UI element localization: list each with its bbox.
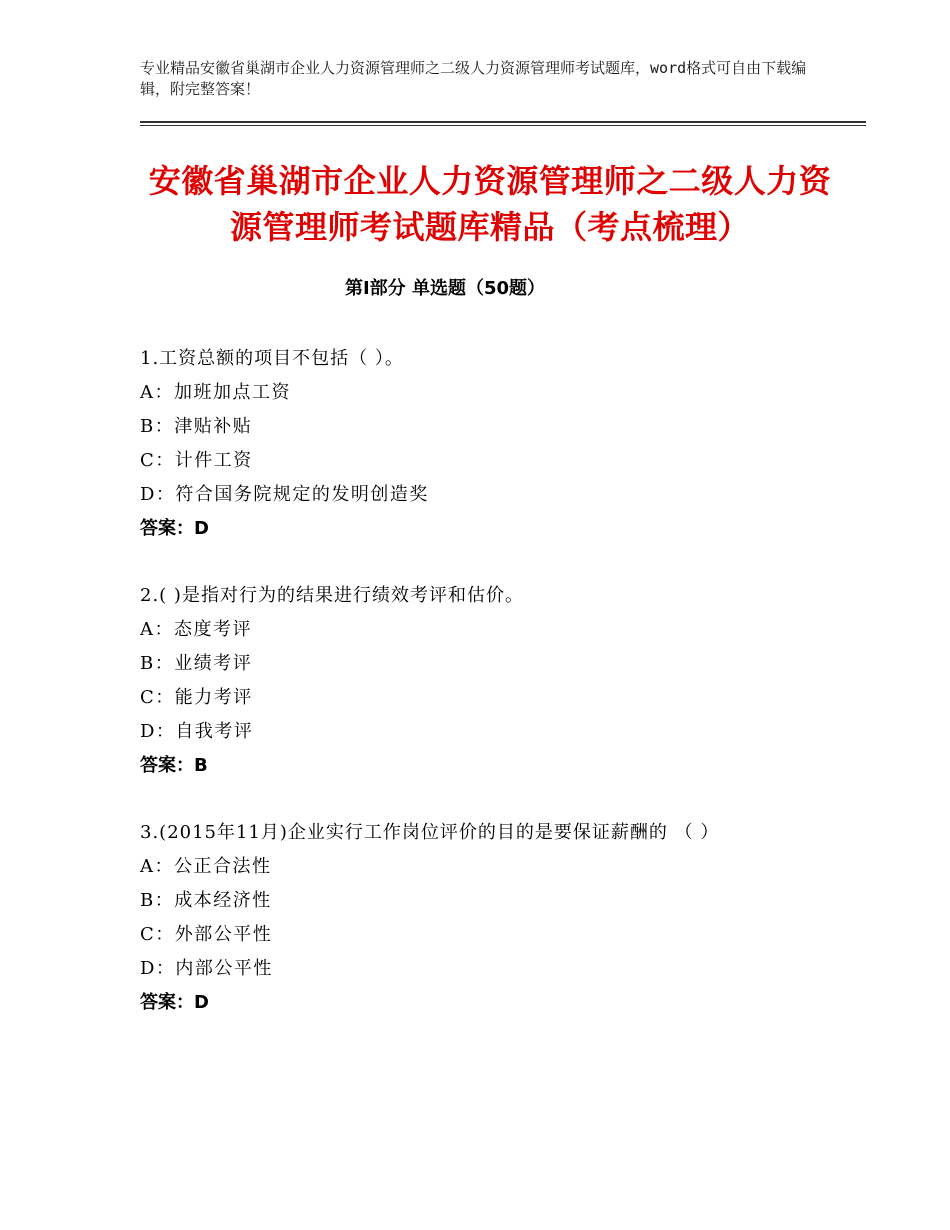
option-c: C：外部公平性 [140, 924, 273, 945]
question-1 [140, 342, 800, 546]
option-b: B：津贴补贴 [140, 416, 253, 437]
option-c: C：能力考评 [140, 687, 253, 708]
question-3 [140, 816, 800, 1020]
option-a: A：加班加点工资 [140, 382, 291, 403]
header-note: 专业精品安徽省巢湖市企业人力资源管理师之二级人力资源管理师考试题库，word格式可自由下载编辑，附完整答案！ [140, 59, 807, 98]
question-2 [140, 579, 800, 783]
option-b: B：业绩考评 [140, 653, 253, 674]
question-stem: 2.( )是指对行为的结果进行绩效考评和估价。 [140, 585, 524, 606]
section-title: 第Ⅰ部分 单选题（50题） [344, 278, 545, 299]
document-title: 安徽省巢湖市企业人力资源管理师之二级人力资源管理师考试题库精品（考点梳理） [148, 162, 832, 246]
option-d: D：符合国务院规定的发明创造奖 [140, 484, 429, 505]
answer-label: 答案：D [140, 992, 209, 1013]
option-a: A：公正合法性 [140, 856, 272, 877]
option-c: C：计件工资 [140, 450, 253, 471]
header-divider-thin [140, 125, 866, 126]
question-list [140, 342, 800, 1053]
option-b: B：成本经济性 [140, 890, 272, 911]
header-divider-thick [140, 121, 866, 123]
question-stem: 3.(2015年11月)企业实行工作岗位评价的目的是要保证薪酬的 （ ） [140, 822, 720, 843]
option-d: D：自我考评 [140, 721, 254, 742]
question-stem: 1.工资总额的项目不包括（ ）。 [140, 348, 404, 369]
option-d: D：内部公平性 [140, 958, 273, 979]
answer-label: 答案：B [140, 755, 208, 776]
option-a: A：态度考评 [140, 619, 252, 640]
answer-label: 答案：D [140, 518, 209, 539]
